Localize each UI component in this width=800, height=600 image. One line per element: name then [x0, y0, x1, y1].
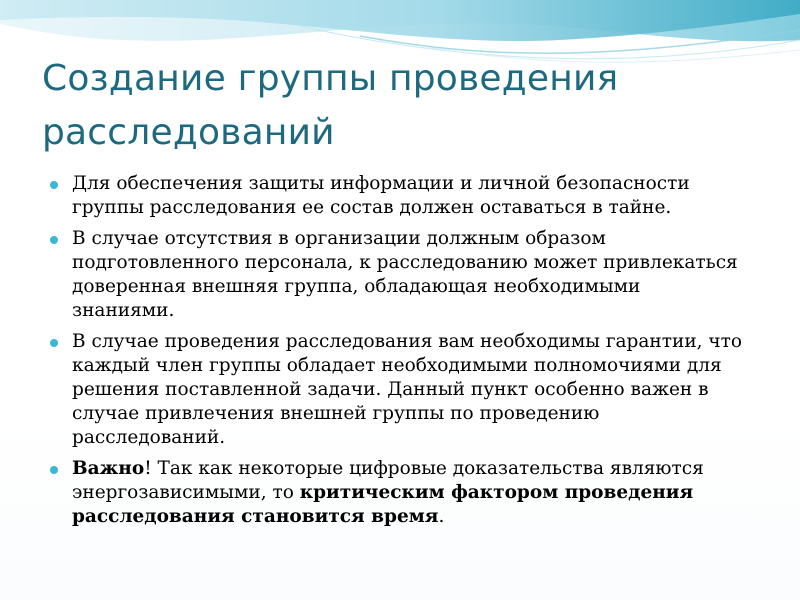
- bullet-item: [48, 330, 748, 450]
- bullet-text: ! Так как некоторые цифровые доказательства являются энергозависимыми, то: [72, 458, 704, 503]
- bullet-text: .: [438, 506, 445, 527]
- bullet-text: В случае проведения расследования вам необходимы гарантии, что каждый член группы обладает необходимыми полномочиями для решения поставленной задачи. Данный пункт особенно важен в случае привлечения внешней группы по проведению расследований.: [72, 331, 743, 448]
- bullet-text: Для обеспечения защиты информации и личной безопасности группы расследования ее состав должен оставаться в тайне.: [72, 173, 690, 218]
- bullet-item: [48, 457, 748, 529]
- bullet-text-bold: критическим фактором проведения расследования становится время: [72, 482, 694, 527]
- bullet-dot-icon: [50, 181, 58, 189]
- bullet-dot-icon: [50, 236, 58, 244]
- bullet-item: [48, 227, 748, 323]
- bullet-text: В случае отсутствия в организации должным образом подготовленного персонала, к расследованию может привлекаться доверенная внешняя группа, обладающая необходимыми знаниями.: [72, 228, 738, 321]
- bullet-dot-icon: [50, 339, 58, 347]
- bullet-list: [48, 172, 748, 536]
- bullet-text-bold: Важно: [72, 458, 145, 479]
- bullet-dot-icon: [50, 466, 58, 474]
- bullet-item: [48, 172, 748, 220]
- slide-title: Создание группы проведения расследований: [42, 58, 619, 153]
